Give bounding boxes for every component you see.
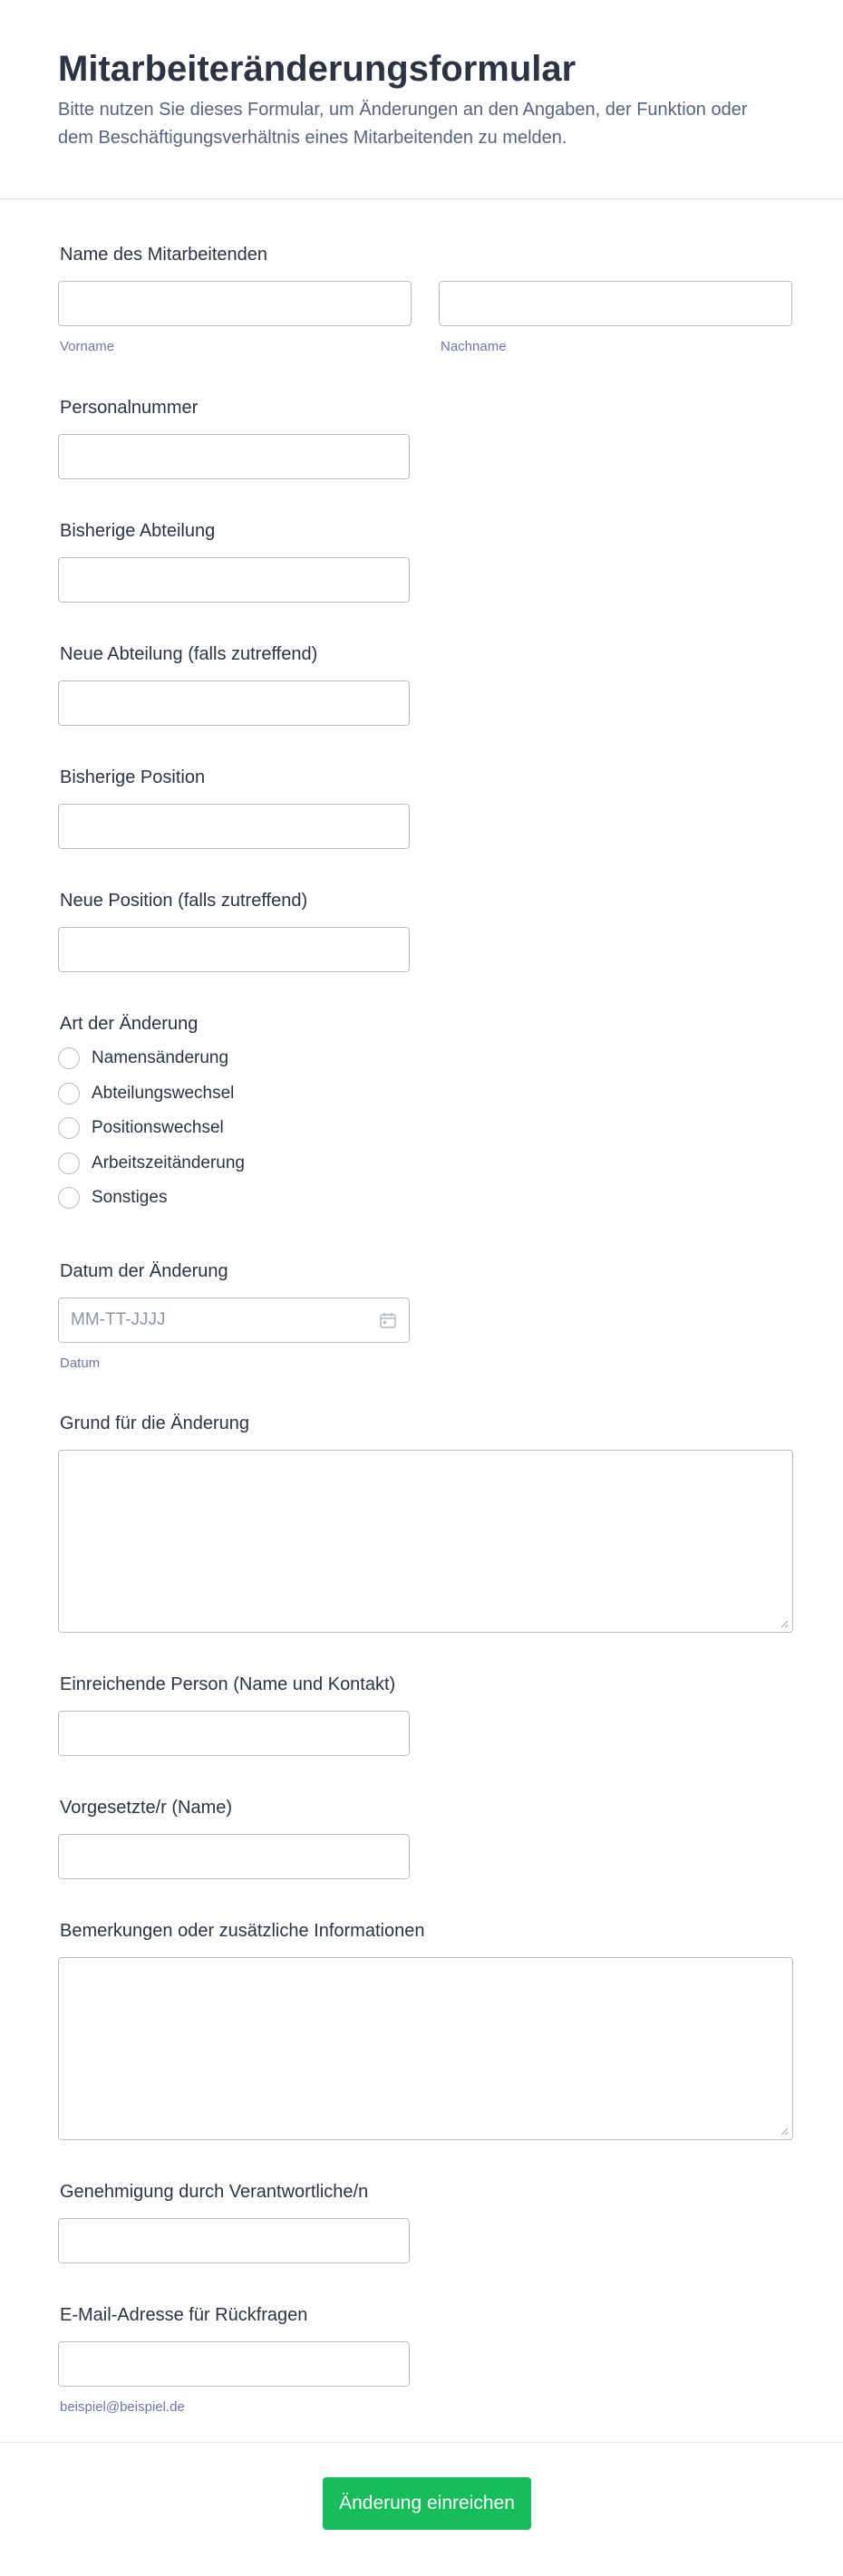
last-name-sublabel: Nachname — [441, 339, 507, 354]
radio-option-other[interactable] — [58, 1181, 245, 1216]
date-input[interactable] — [58, 1298, 410, 1343]
first-name-sublabel: Vorname — [60, 339, 115, 354]
page-title: Mitarbeiteränderungsformular — [58, 49, 577, 89]
personnel-number-field — [58, 396, 410, 479]
new-department-input[interactable] — [58, 680, 410, 726]
radio-button[interactable] — [58, 1153, 80, 1174]
radio-option-position-change[interactable] — [58, 1111, 245, 1146]
supervisor-field — [58, 1796, 410, 1879]
previous-position-input[interactable] — [58, 804, 410, 849]
field-label: Personalnummer — [60, 398, 199, 418]
field-label: Art der Änderung — [60, 1014, 199, 1034]
new-position-field — [58, 889, 410, 972]
radio-option-name-change[interactable] — [58, 1041, 245, 1076]
resize-handle-icon[interactable] — [780, 2127, 789, 2136]
remarks-field — [58, 1919, 793, 2140]
radio-label[interactable]: Abteilungswechsel — [92, 1083, 235, 1103]
radio-label[interactable]: Positionswechsel — [92, 1118, 224, 1138]
field-label: Einreichende Person (Name und Kontakt) — [60, 1674, 396, 1694]
first-name-input[interactable] — [58, 281, 412, 326]
submit-button[interactable]: Änderung einreichen — [323, 2477, 531, 2530]
radio-button[interactable] — [58, 1187, 80, 1209]
submitter-field — [58, 1673, 410, 1756]
change-type-field — [58, 1012, 245, 1216]
field-label: Name des Mitarbeitenden — [60, 245, 268, 265]
new-department-field — [58, 642, 410, 726]
field-label: Neue Abteilung (falls zutreffend) — [60, 644, 318, 664]
field-label: Bisherige Position — [60, 767, 206, 787]
field-label: Bisherige Abteilung — [60, 521, 216, 541]
email-input[interactable] — [58, 2341, 410, 2387]
radio-label[interactable]: Sonstiges — [92, 1188, 168, 1208]
form-description: Bitte nutzen Sie dieses Formular, um Änderungen an den Angaben, der Funktion oder dem Beschäftigungsverhältnis eines Mitarbeitenden zu melden. — [58, 100, 748, 148]
radio-button[interactable] — [58, 1117, 80, 1139]
email-field — [58, 2303, 410, 2415]
date-placeholder: MM-TT-JJJJ — [71, 1310, 166, 1329]
reason-field — [58, 1412, 793, 1633]
field-label: E-Mail-Adresse für Rückfragen — [60, 2305, 308, 2325]
calendar-icon[interactable] — [379, 1311, 397, 1329]
radio-label[interactable]: Arbeitszeitänderung — [92, 1153, 245, 1172]
form-header — [0, 0, 843, 199]
personnel-number-input[interactable] — [58, 434, 410, 479]
radio-button[interactable] — [58, 1083, 80, 1105]
supervisor-input[interactable] — [58, 1834, 410, 1879]
remarks-textarea[interactable] — [58, 1957, 793, 2140]
email-sublabel: beispiel@beispiel.de — [60, 2399, 185, 2415]
submitter-input[interactable] — [58, 1711, 410, 1756]
change-date-field — [58, 1259, 410, 1371]
radio-group — [58, 1041, 245, 1216]
field-label: Genehmigung durch Verantwortliche/n — [60, 2182, 369, 2202]
approval-input[interactable] — [58, 2218, 410, 2263]
previous-position-field — [58, 766, 410, 849]
field-label: Datum der Änderung — [60, 1261, 228, 1281]
field-label: Vorgesetzte/r (Name) — [60, 1798, 233, 1818]
field-label: Bemerkungen oder zusätzliche Informationen — [60, 1921, 425, 1941]
previous-department-input[interactable] — [58, 557, 410, 603]
reason-textarea[interactable] — [58, 1450, 793, 1633]
radio-option-working-hours-change[interactable] — [58, 1146, 245, 1182]
new-position-input[interactable] — [58, 927, 410, 972]
previous-department-field — [58, 519, 410, 603]
field-label: Neue Position (falls zutreffend) — [60, 891, 308, 911]
field-label: Grund für die Änderung — [60, 1413, 250, 1433]
radio-option-department-change[interactable] — [58, 1076, 245, 1112]
approval-field — [58, 2180, 410, 2263]
last-name-input[interactable] — [439, 281, 792, 326]
employee-name-field — [58, 243, 794, 354]
footer-divider — [0, 2442, 843, 2443]
radio-button[interactable] — [58, 1047, 80, 1069]
radio-label[interactable]: Namensänderung — [92, 1048, 229, 1068]
date-sublabel: Datum — [60, 1356, 101, 1371]
resize-handle-icon[interactable] — [780, 1619, 789, 1628]
